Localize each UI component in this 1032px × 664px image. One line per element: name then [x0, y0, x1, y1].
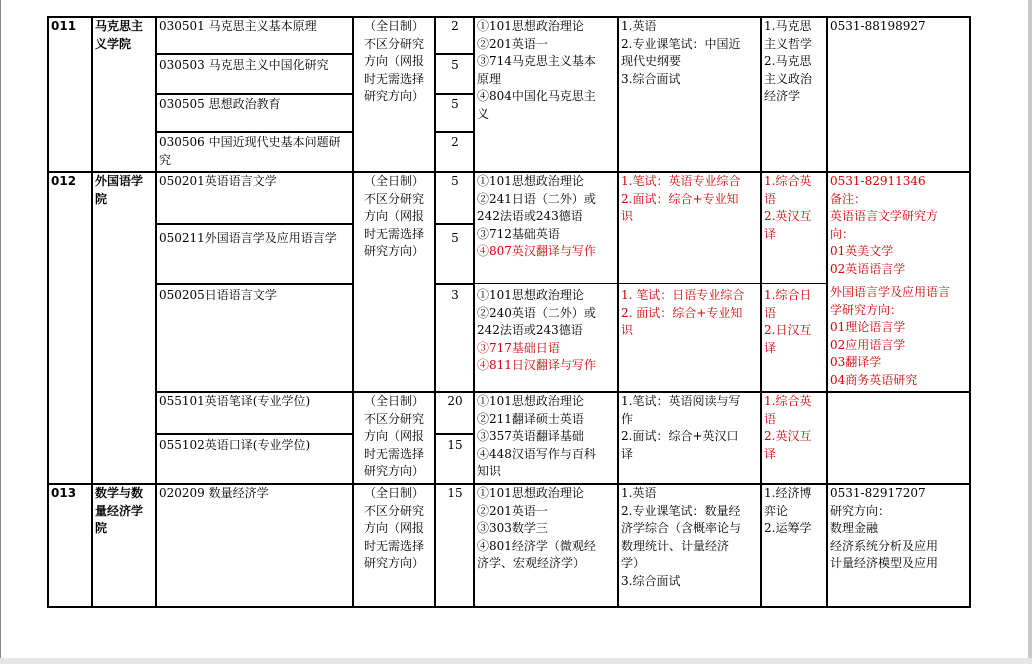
- additional-subjects: 1.综合日 语 2.日汉互 译: [764, 288, 812, 355]
- retest-content: 1.英语 2.专业课笔试：数量经 济学综合（含概率论与 数理统计、计量经济 学） 3.综合面试: [621, 486, 742, 588]
- exam-subjects: ①101思想政治理论 ②240英语（二外）或 242法语或243德语 ③717基础日语 ④811日汉翻译与写作: [477, 288, 596, 372]
- vertical-scrollbar[interactable]: [1028, 0, 1032, 664]
- program-name: 030506 中国近现代史基本问题研 究: [159, 135, 341, 167]
- college-code: 011: [51, 19, 77, 33]
- college-name: 外国语学 院: [95, 174, 144, 206]
- additional-subjects: 1.马克思 主义哲学 2.马克思 主义政治 经济学: [764, 19, 813, 103]
- enrollment-count: 2: [451, 135, 459, 149]
- program-name: 030505 思想政治教育: [159, 97, 281, 111]
- retest-content: 1. 笔试：日语专业综合 2. 面试：综合+专业知 识: [621, 288, 745, 337]
- college-code: 012: [51, 174, 77, 188]
- enrollment-count: 5: [451, 231, 459, 245]
- program-name: 020209 数量经济学: [159, 486, 269, 500]
- study-mode: （全日制） 不区分研究 方向（网报 时无需选择 研究方向）: [363, 486, 424, 570]
- contact-info: 0531-82917207 研究方向： 数理金融 经济系统分析及应用 计量经济模型及应用: [830, 486, 939, 570]
- program-name: 050201英语语言文学: [159, 174, 277, 188]
- additional-subjects: 1.经济博 弈论 2.运筹学: [764, 486, 812, 535]
- exam-subjects: ①101思想政治理论 ②201英语一 ③303数学三 ④801经济学（微观经 济学、宏观经济学）: [477, 486, 596, 570]
- program-name: 050211外国语言学及应用语言学: [159, 231, 337, 245]
- study-mode: （全日制） 不区分研究 方向（网报 时无需选择 研究方向）: [363, 19, 424, 103]
- college-code: 013: [51, 486, 77, 500]
- program-name: 030501 马克思主义基本原理: [159, 19, 317, 33]
- additional-subjects: 1.综合英 语 2.英汉互 译: [764, 174, 812, 241]
- study-mode: （全日制） 不区分研究 方向（网报 时无需选择 研究方向）: [363, 174, 424, 258]
- page-bottom-edge: [0, 658, 1032, 664]
- program-name: 050205日语语言文学: [159, 288, 277, 302]
- college-name: 马克思主 义学院: [95, 19, 144, 51]
- retest-content: 1.英语 2.专业课笔试：中国近 现代史纲要 3.综合面试: [621, 19, 741, 86]
- enrollment-count: 3: [451, 288, 459, 302]
- exam-subjects: ①101思想政治理论 ②201英语一 ③714马克思主义基本 原理 ④804中国化马克思主 义: [477, 19, 596, 121]
- enrollment-count: 5: [451, 58, 459, 72]
- enrollment-count: 5: [451, 97, 459, 111]
- enrollment-count: 15: [447, 438, 463, 452]
- exam-subjects: ①101思想政治理论 ②211翻译硕士英语 ③357英语翻译基础 ④448汉语写作与百科 知识: [477, 394, 596, 478]
- program-name: 055102英语口译(专业学位): [159, 438, 311, 452]
- retest-content: 1.笔试：英语专业综合 2.面试：综合+专业知 识: [621, 174, 741, 223]
- college-name: 数学与数 量经济学 院: [95, 486, 144, 535]
- program-name: 030503 马克思主义中国化研究: [159, 58, 329, 72]
- enrollment-count: 20: [447, 394, 463, 408]
- enrollment-count: 2: [451, 19, 459, 33]
- exam-subjects: ①101思想政治理论 ②241日语（二外）或 242法语或243德语 ③712基础英语 ④807英汉翻译与写作: [477, 174, 596, 258]
- contact-info: 0531-82911346 备注： 英语语言文学研究方 向： 01英美文学 02英语语言学 外国语言学及应用语言 学研究方向： 01理论语言学 02应用语言学 03翻译学 04商务英语研究: [830, 174, 951, 387]
- enrollment-count: 5: [451, 174, 459, 188]
- retest-content: 1.笔试：英语阅读与写 作 2.面试：综合+英汉口 译: [621, 394, 741, 461]
- program-name: 055101英语笔译(专业学位): [159, 394, 311, 408]
- contact-info: 0531-88198927: [830, 19, 926, 33]
- study-mode: （全日制） 不区分研究 方向（网报 时无需选择 研究方向）: [363, 394, 424, 478]
- additional-subjects: 1.综合英 语 2.英汉互 译: [764, 394, 812, 461]
- enrollment-count: 15: [447, 486, 463, 500]
